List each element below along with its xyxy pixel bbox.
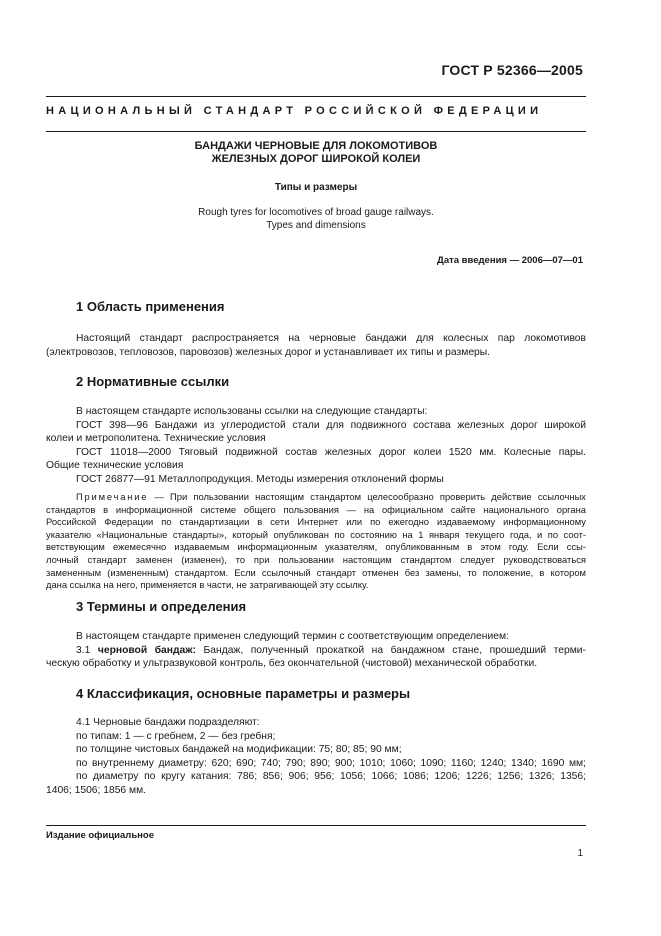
text-line: по типам: 1 — с гребнем, 2 — без гребня;: [76, 730, 276, 742]
term-definition: Бандаж, полученный прокаткой на бандажном стане, прошедший терми-: [196, 644, 586, 656]
section-3-body: [46, 630, 586, 671]
text-line: (электровозов, тепловозов, паровозов) железных дорог и устанавливает их типы и размеры.: [46, 346, 491, 358]
title-line-2: ЖЕЛЕЗНЫХ ДОРОГ ШИРОКОЙ КОЛЕИ: [211, 153, 421, 165]
text-line: Настоящий стандарт распространяется на черновые бандажи для колесных пар локомотивов: [76, 333, 586, 344]
text-line: 4.1 Черновые бандажи подразделяют:: [76, 717, 260, 728]
section-3-heading: 3 Термины и определения: [76, 599, 247, 614]
national-standard-banner: НАЦИОНАЛЬНЫЙ СТАНДАРТ РОССИЙСКОЙ ФЕДЕРАЦИИ: [46, 105, 543, 117]
note-text: — При пользовании настоящим стандартом целесообразно проверить действие ссылочных: [148, 491, 586, 502]
text-line: В настоящем стандарте использованы ссылки на следующие стандарты:: [76, 406, 428, 417]
text-line: ГОСТ 398—96 Бандажи из углеродистой стали для подвижного состава железных дорог широкой: [76, 419, 586, 431]
section-1-heading: 1 Область применения: [76, 299, 225, 314]
section-4-body: [46, 716, 586, 797]
text-line: Общие технические условия: [46, 460, 184, 471]
header-rule-bottom: [46, 131, 586, 132]
section-2-heading: 2 Нормативные ссылки: [76, 374, 230, 389]
term-line: [46, 644, 586, 658]
note-label: Примечание: [76, 491, 149, 502]
title-line-1: БАНДАЖИ ЧЕРНОВЫЕ ДЛЯ ЛОКОМОТИВОВ: [194, 140, 438, 152]
english-title: [46, 206, 586, 232]
text-line: ГОСТ 26877—91 Металлопродукция. Методы измерения отклонений формы: [76, 473, 444, 485]
english-title-line-2: Types and dimensions: [266, 220, 366, 231]
introduction-date: Дата введения — 2006—07—01: [437, 255, 583, 266]
document-title: [46, 140, 586, 166]
text-line: по внутреннему диаметру: 620; 690; 740; 790; 890; 900; 1010; 1060; 1090; 1160; 1240; 1340; 1690 мм;: [76, 757, 586, 769]
section-4-heading: 4 Классификация, основные параметры и размеры: [76, 686, 411, 701]
text-line: по диаметру по кругу катания: 786; 856; 906; 956; 1056; 1066; 1086; 1206; 1226; 1256; 1326; 1356;: [76, 771, 586, 782]
note-line: указателю «Национальные стандарты», который опубликован по состоянию на 1 января текущего года, и по соот-: [46, 528, 586, 540]
page-number: 1: [577, 848, 583, 859]
header-rule-top: [46, 96, 586, 97]
section-2-note: [46, 491, 586, 592]
term-name: черновой бандаж:: [97, 644, 196, 656]
text-line: В настоящем стандарте применен следующий термин с соответствующим определением:: [76, 631, 509, 642]
note-line: лочный стандарт заменен (изменен), то при пользовании настоящим стандартом следует руководствоваться: [46, 553, 586, 565]
text-line: ческую обработку и ультразвуковой контроль, без окончательной (чистовой) механической обработки.: [46, 658, 538, 669]
english-title-line-1: Rough tyres for locomotives of broad gauge railways.: [198, 207, 434, 218]
document-subtitle: Типы и размеры: [274, 182, 358, 193]
note-line: замененным (измененным) стандартом. Если ссылочный стандарт отменен без замены, то положение, в котором: [46, 566, 586, 578]
text-line: ГОСТ 11018—2000 Тяговый подвижной состав железных дорог колеи 1520 мм. Колесные пары.: [76, 446, 586, 458]
note-line: ветствующим ежемесячно издаваемым информационным указателям, опубликованным в этом году. Если ссы-: [46, 541, 586, 553]
term-number: 3.1: [76, 644, 91, 656]
official-edition-label: Издание официальное: [46, 830, 154, 841]
note-line: [46, 491, 586, 504]
footer-rule: [46, 825, 586, 826]
text-line: 1406; 1506; 1856 мм.: [46, 784, 147, 796]
text-line: по толщине чистовых бандажей на модификации: 75; 80; 85; 90 мм;: [76, 744, 402, 755]
note-line: дана ссылка на него, применяется в части, не затрагивающей эту ссылку.: [46, 579, 369, 591]
section-1-body: [46, 332, 586, 359]
note-line: стандартов в информационной системе общего пользования — на официальном сайте национального органа: [46, 503, 586, 515]
section-2-body: [46, 405, 586, 486]
note-line: Российской Федерации по стандартизации в сети Интернет или по ежегодно издаваемому информационному: [46, 516, 586, 528]
text-line: колеи и метрополитена. Технические условия: [46, 433, 266, 444]
gost-code: ГОСТ Р 52366—2005: [441, 62, 583, 78]
